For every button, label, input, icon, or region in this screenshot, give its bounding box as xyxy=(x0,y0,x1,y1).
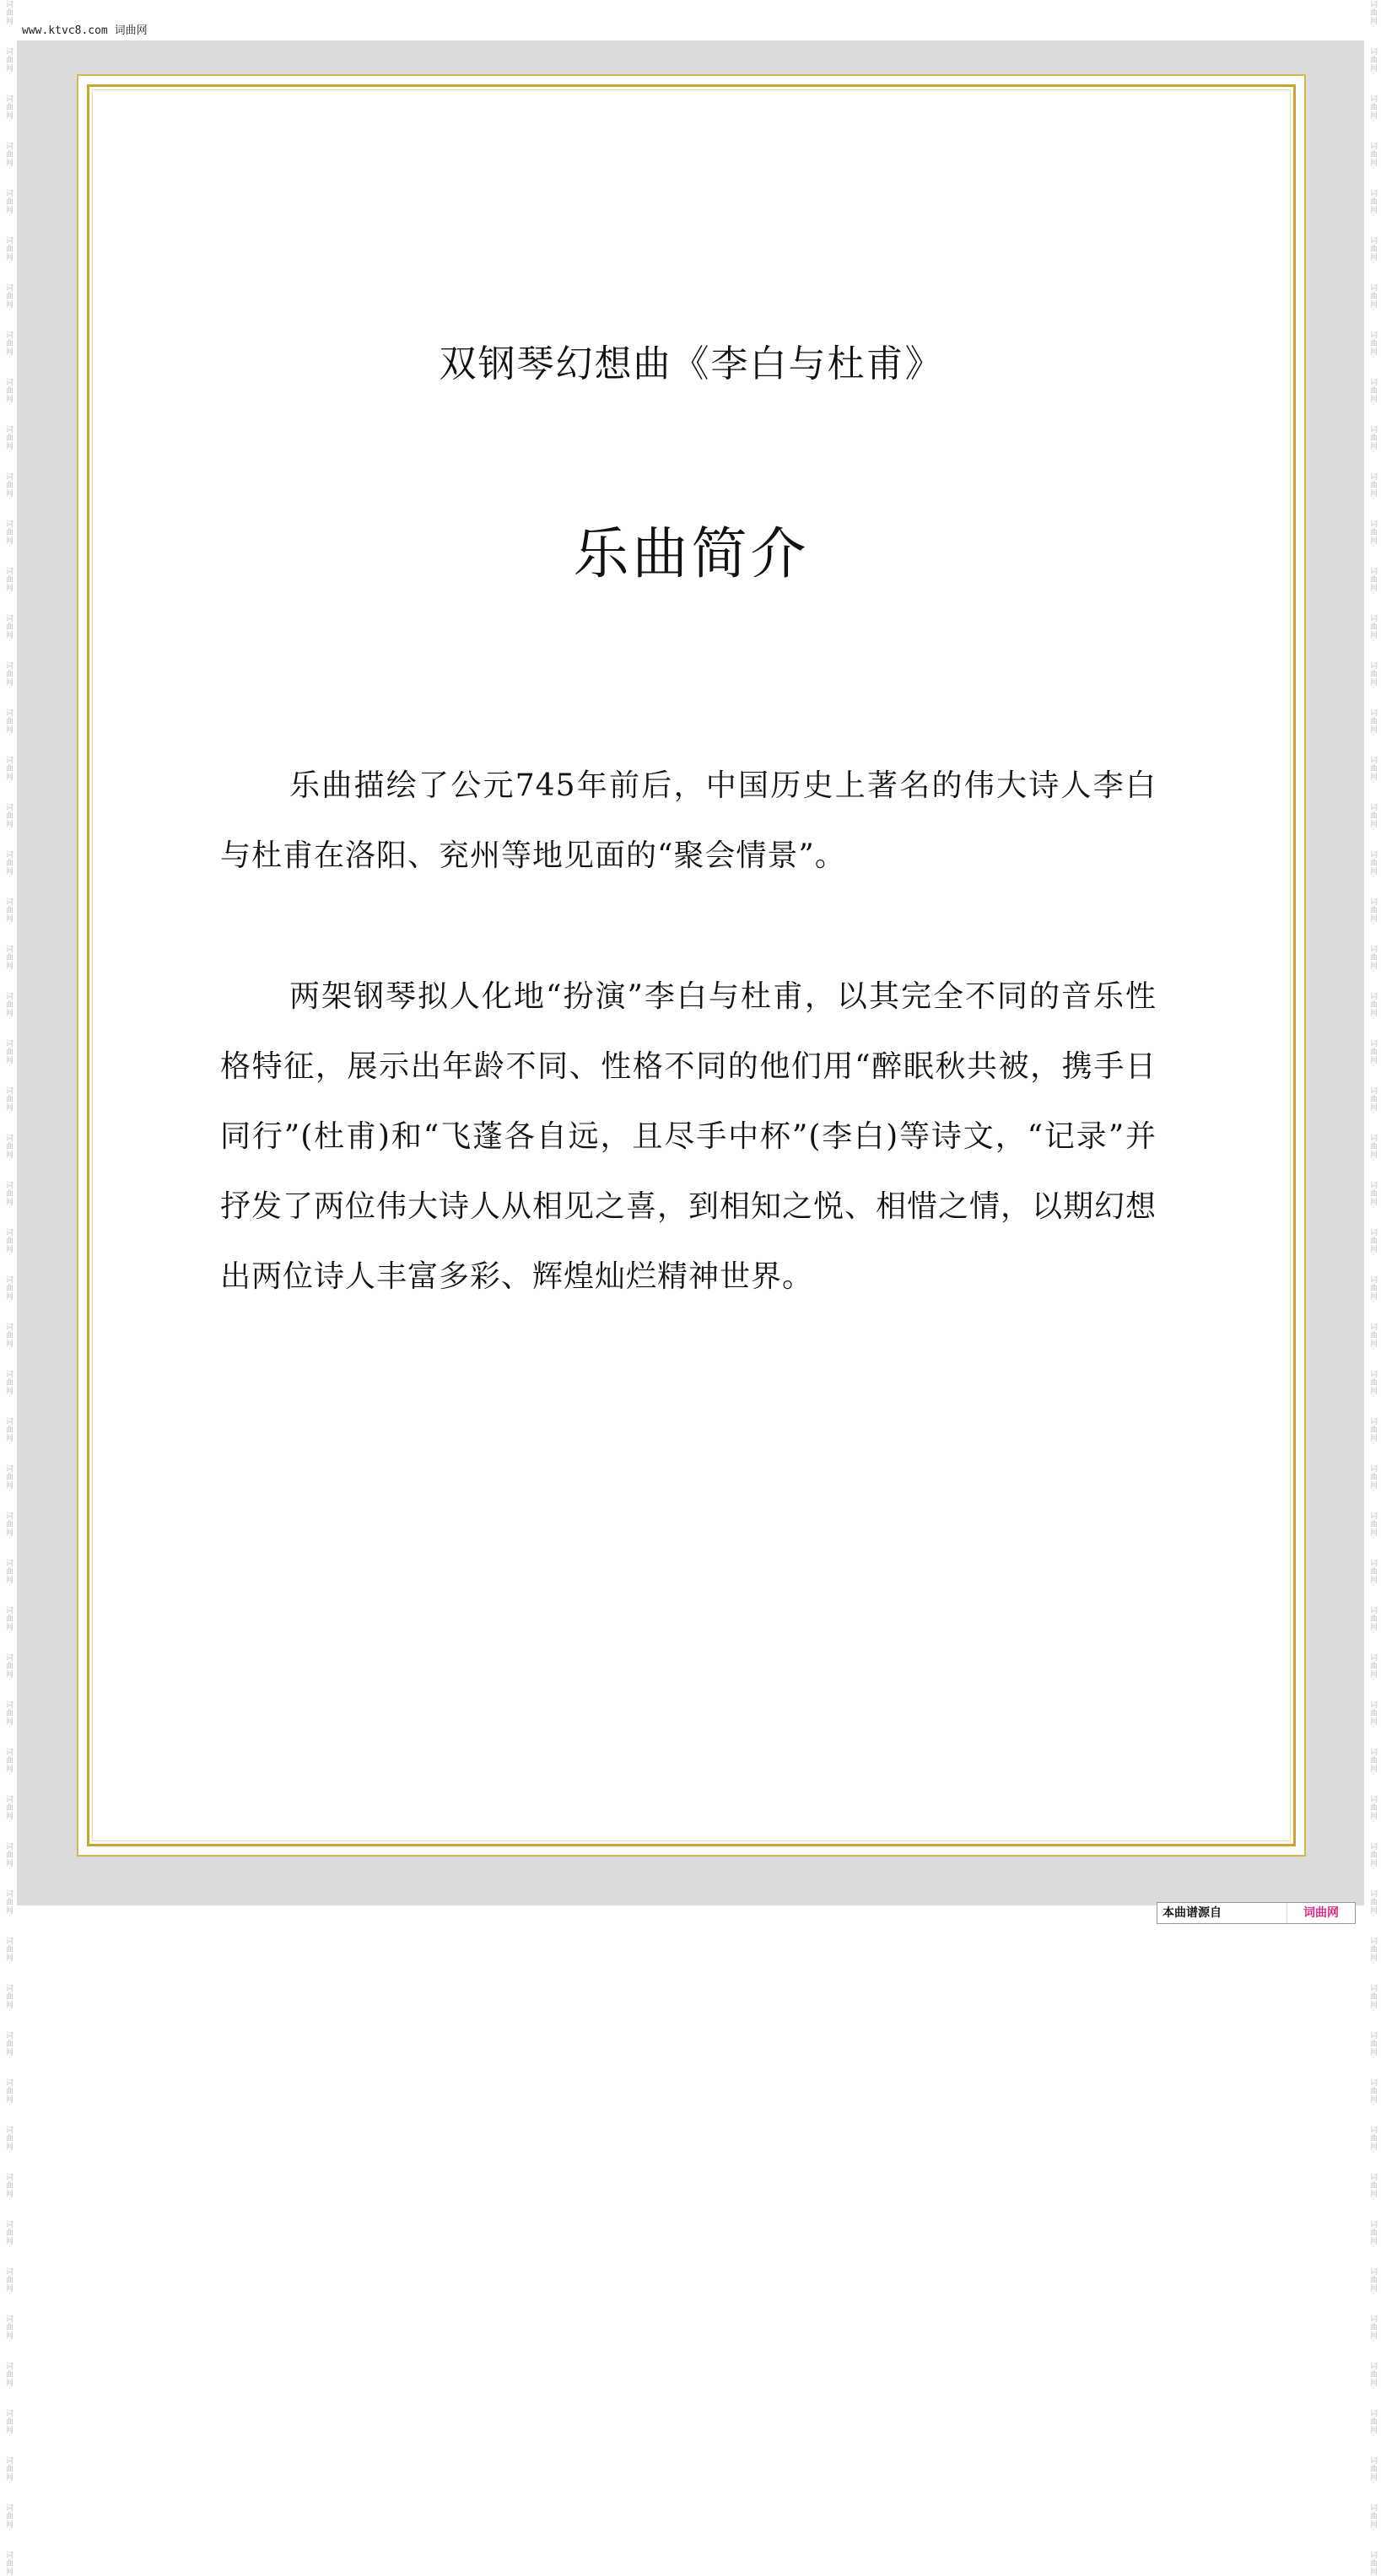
watermark-text: 词曲网 xyxy=(4,1653,13,1679)
watermark-text: 词曲网 xyxy=(4,189,13,214)
watermark-text: 词曲网 xyxy=(1368,945,1377,970)
watermark-text: 词曲网 xyxy=(1368,1984,1377,2009)
watermark-text: 词曲网 xyxy=(1368,2220,1377,2245)
watermark-text: 词曲网 xyxy=(1368,803,1377,828)
intro-paragraph-1: 乐曲描绘了公元745年前后，中国历史上著名的伟大诗人李白与杜甫在洛阳、兖州等地见面的“聚会情景”。 xyxy=(220,768,1157,873)
watermark-text: 词曲网 xyxy=(1368,1275,1377,1301)
watermark-text: 词曲网 xyxy=(4,425,13,450)
watermark-text: 词曲网 xyxy=(1368,2267,1377,2293)
watermark-text: 词曲网 xyxy=(4,897,13,923)
watermark-text: 词曲网 xyxy=(1368,1323,1377,1348)
watermark-text: 词曲网 xyxy=(1368,425,1377,450)
watermark-text: 词曲网 xyxy=(4,1464,13,1490)
watermark-text: 词曲网 xyxy=(1368,1464,1377,1490)
left-watermark-strip xyxy=(0,0,17,2576)
site-header-text[interactable]: www.ktvc8.com 词曲网 xyxy=(22,24,148,37)
watermark-text: 词曲网 xyxy=(1368,1889,1377,1915)
watermark-text: 词曲网 xyxy=(1368,520,1377,545)
watermark-text: 词曲网 xyxy=(4,47,13,73)
watermark-text: 词曲网 xyxy=(4,1181,13,1206)
watermark-text: 词曲网 xyxy=(4,2031,13,2056)
watermark-text: 词曲网 xyxy=(4,992,13,1017)
watermark-text: 词曲网 xyxy=(4,1889,13,1915)
document-page xyxy=(77,74,1306,1857)
watermark-text: 词曲网 xyxy=(1368,1512,1377,1537)
watermark-text: 词曲网 xyxy=(1368,2503,1377,2529)
watermark-text: 词曲网 xyxy=(4,803,13,828)
watermark-text: 词曲网 xyxy=(1368,709,1377,734)
watermark-text: 词曲网 xyxy=(4,945,13,970)
watermark-text: 词曲网 xyxy=(1368,47,1377,73)
source-badge[interactable] xyxy=(1157,1902,1356,1924)
watermark-text: 词曲网 xyxy=(4,1086,13,1112)
watermark-text: 词曲网 xyxy=(1368,1748,1377,1773)
source-brand[interactable]: 词曲网 xyxy=(1287,1903,1355,1923)
watermark-text: 词曲网 xyxy=(4,1134,13,1159)
watermark-text: 词曲网 xyxy=(1368,2173,1377,2198)
watermark-text: 词曲网 xyxy=(4,283,13,309)
watermark-text: 词曲网 xyxy=(4,1512,13,1537)
watermark-text: 词曲网 xyxy=(1368,2126,1377,2151)
watermark-text: 词曲网 xyxy=(4,1748,13,1773)
watermark-text: 词曲网 xyxy=(4,1323,13,1348)
watermark-text: 词曲网 xyxy=(1368,1700,1377,1726)
watermark-text: 词曲网 xyxy=(1368,1086,1377,1112)
watermark-text: 词曲网 xyxy=(1368,2551,1377,2576)
watermark-text: 词曲网 xyxy=(1368,1039,1377,1064)
watermark-text: 词曲网 xyxy=(4,472,13,498)
watermark-text: 词曲网 xyxy=(4,614,13,639)
watermark-text: 词曲网 xyxy=(1368,1653,1377,1679)
watermark-text: 词曲网 xyxy=(4,1795,13,1820)
watermark-text: 词曲网 xyxy=(1368,283,1377,309)
watermark-text: 词曲网 xyxy=(1368,1370,1377,1395)
watermark-text: 词曲网 xyxy=(4,709,13,734)
watermark-text: 词曲网 xyxy=(1368,614,1377,639)
watermark-text: 词曲网 xyxy=(1368,2078,1377,2104)
watermark-text: 词曲网 xyxy=(4,1984,13,2009)
watermark-text: 词曲网 xyxy=(1368,1937,1377,1962)
right-watermark-strip xyxy=(1364,0,1381,2576)
watermark-text: 词曲网 xyxy=(1368,94,1377,120)
watermark-text: 词曲网 xyxy=(1368,1134,1377,1159)
watermark-text: 词曲网 xyxy=(1368,1228,1377,1253)
watermark-text: 词曲网 xyxy=(4,2220,13,2245)
watermark-text: 词曲网 xyxy=(4,1606,13,1631)
watermark-text: 词曲网 xyxy=(1368,2031,1377,2056)
watermark-text: 词曲网 xyxy=(4,2267,13,2293)
watermark-text: 词曲网 xyxy=(1368,142,1377,167)
watermark-text: 词曲网 xyxy=(1368,850,1377,876)
watermark-text: 词曲网 xyxy=(4,378,13,403)
watermark-text: 词曲网 xyxy=(4,142,13,167)
watermark-text: 词曲网 xyxy=(4,2409,13,2434)
watermark-text: 词曲网 xyxy=(4,2362,13,2387)
watermark-text: 词曲网 xyxy=(4,850,13,876)
watermark-text: 词曲网 xyxy=(4,1700,13,1726)
watermark-text: 词曲网 xyxy=(4,567,13,592)
section-heading: 乐曲简介 xyxy=(573,521,810,586)
watermark-text: 词曲网 xyxy=(4,520,13,545)
watermark-text: 词曲网 xyxy=(1368,2456,1377,2482)
watermark-text: 词曲网 xyxy=(4,2456,13,2482)
watermark-text: 词曲网 xyxy=(1368,2362,1377,2387)
watermark-text: 词曲网 xyxy=(4,236,13,261)
page-title: 双钢琴幻想曲《李白与杜甫》 xyxy=(439,342,944,385)
watermark-text: 词曲网 xyxy=(1368,189,1377,214)
intro-paragraph-2: 两架钢琴拟人化地“扮演”李白与杜甫，以其完全不同的音乐性格特征，展示出年龄不同、性格不同的他们用“醉眠秋共被，携手日同行”(杜甫)和“飞蓬各自远，且尽手中杯”(李白)等诗文，“记录”并抒发了两位伟大诗人从相见之喜，到相知之悦、相惜之情，以期幻想出两位诗人丰富多彩、辉煌灿烂精神世界。 xyxy=(220,979,1157,1294)
watermark-text: 词曲网 xyxy=(4,1228,13,1253)
watermark-text: 词曲网 xyxy=(4,2126,13,2151)
watermark-text: 词曲网 xyxy=(4,1417,13,1442)
watermark-text: 词曲网 xyxy=(4,2315,13,2340)
watermark-text: 词曲网 xyxy=(4,1842,13,1867)
watermark-text: 词曲网 xyxy=(4,2078,13,2104)
watermark-text: 词曲网 xyxy=(1368,1559,1377,1584)
watermark-text: 词曲网 xyxy=(1368,1842,1377,1867)
watermark-text: 词曲网 xyxy=(4,331,13,356)
watermark-text: 词曲网 xyxy=(1368,378,1377,403)
watermark-text: 词曲网 xyxy=(1368,236,1377,261)
watermark-text: 词曲网 xyxy=(1368,661,1377,687)
source-label: 本曲谱源自 xyxy=(1163,1906,1222,1920)
watermark-text: 词曲网 xyxy=(4,661,13,687)
watermark-text: 词曲网 xyxy=(1368,1417,1377,1442)
watermark-text: 词曲网 xyxy=(1368,567,1377,592)
watermark-text: 词曲网 xyxy=(4,0,13,25)
watermark-text: 词曲网 xyxy=(1368,2315,1377,2340)
watermark-text: 词曲网 xyxy=(1368,331,1377,356)
watermark-text: 词曲网 xyxy=(1368,1181,1377,1206)
watermark-text: 词曲网 xyxy=(4,756,13,781)
watermark-text: 词曲网 xyxy=(1368,1606,1377,1631)
watermark-text: 词曲网 xyxy=(4,2503,13,2529)
watermark-text: 词曲网 xyxy=(4,1039,13,1064)
watermark-text: 词曲网 xyxy=(1368,756,1377,781)
watermark-text: 词曲网 xyxy=(4,1370,13,1395)
watermark-text: 词曲网 xyxy=(1368,472,1377,498)
watermark-text: 词曲网 xyxy=(4,1937,13,1962)
watermark-text: 词曲网 xyxy=(4,1275,13,1301)
watermark-text: 词曲网 xyxy=(4,2173,13,2198)
watermark-text: 词曲网 xyxy=(1368,2409,1377,2434)
watermark-text: 词曲网 xyxy=(1368,1795,1377,1820)
watermark-text: 词曲网 xyxy=(1368,992,1377,1017)
watermark-text: 词曲网 xyxy=(4,94,13,120)
watermark-text: 词曲网 xyxy=(4,1559,13,1584)
watermark-text: 词曲网 xyxy=(1368,0,1377,25)
watermark-text: 词曲网 xyxy=(1368,897,1377,923)
watermark-text: 词曲网 xyxy=(4,2551,13,2576)
